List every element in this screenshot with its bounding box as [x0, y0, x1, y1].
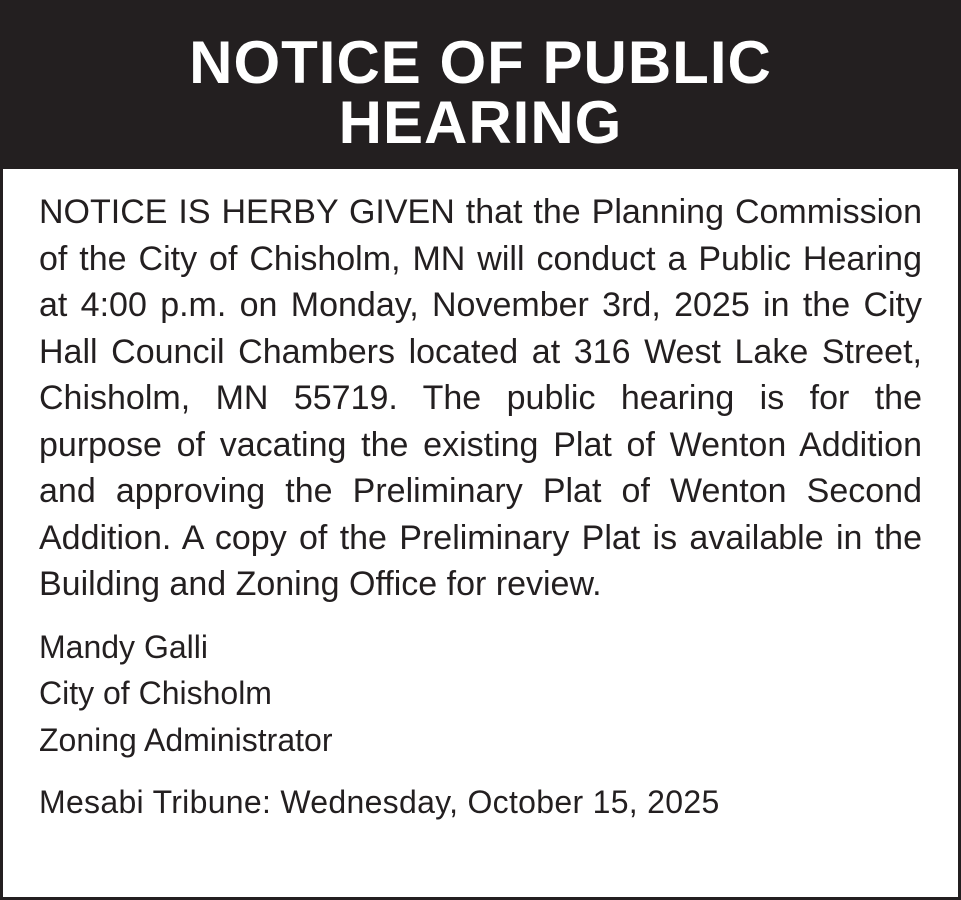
signatory-name: Mandy Galli [39, 628, 208, 665]
publication-line: Mesabi Tribune: Wednesday, October 15, 2025 [39, 784, 720, 820]
notice-content [3, 189, 958, 825]
notice-title-line-2: HEARING [338, 89, 623, 156]
signature-block [39, 624, 922, 764]
notice-title [3, 29, 958, 156]
signatory-role: Zoning Administrator [39, 721, 333, 758]
notice-body-text: NOTICE IS HERBY GIVEN that the Planning Commission of the City of Chisholm, MN will conduct a Public Hearing at 4:00 p.m. on Monday, November 3rd, 2025 in the City Hall Council Chambers located at 316 West Lake Street, Chisholm, MN 55719. The public hearing is for the purpose of vacating the existing Plat of Wenton Addition and approving the Preliminary Plat of Wenton Second Addition. A copy of the Preliminary Plat is available in the Building and Zoning Office for review. [39, 193, 922, 603]
notice-header [3, 3, 958, 169]
notice-title-line-1: NOTICE OF PUBLIC [189, 29, 772, 96]
signatory-organization: City of Chisholm [39, 675, 272, 711]
